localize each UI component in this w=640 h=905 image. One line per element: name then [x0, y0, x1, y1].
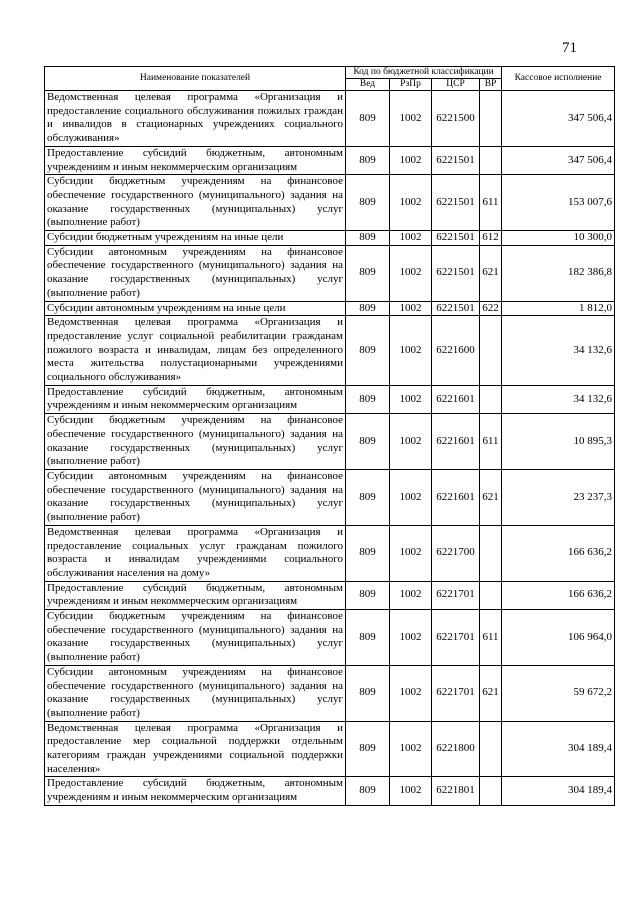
cell-ved: 809 [346, 581, 390, 609]
cell-rzpr: 1002 [390, 777, 432, 805]
cell-ved: 809 [346, 414, 390, 470]
cell-ved: 809 [346, 525, 390, 581]
cell-name: Предоставление субсидий бюджетным, автономным учреждениям и иным некоммерческим организациям [45, 385, 346, 413]
table-row [45, 610, 615, 666]
cell-ved: 809 [346, 301, 390, 316]
cell-rzpr: 1002 [390, 245, 432, 301]
cell-rzpr: 1002 [390, 316, 432, 386]
table-row [45, 146, 615, 174]
cell-ved: 809 [346, 245, 390, 301]
cell-vr [480, 525, 502, 581]
cell-rzpr: 1002 [390, 175, 432, 231]
cell-name: Субсидии автономным учреждениям на финансовое обеспечение государственного (муниципального) задания на оказание государственных (муниципальных) услуг (выполнение работ) [45, 665, 346, 721]
cell-csr: 6221501 [432, 231, 480, 246]
cell-vr: 611 [480, 610, 502, 666]
cell-rzpr: 1002 [390, 721, 432, 777]
cell-name: Ведомственная целевая программа «Организация и предоставление услуг социальной реабилитации гражданам пожилого возраста и инвалидам, лицам без определенного места жительства полустационарными учреждениями социального обслуживания» [45, 316, 346, 386]
header-name: Наименование показателей [45, 67, 346, 91]
cell-ved: 809 [346, 91, 390, 147]
cell-name: Ведомственная целевая программа «Организация и предоставление социальных услуг гражданам пожилого возраста и инвалидам учреждениями социального обслуживания населения на дому» [45, 525, 346, 581]
cell-name: Ведомственная целевая программа «Организация и предоставление мер социальной поддержки отдельным категориям граждан учреждениями социальной поддержки населения» [45, 721, 346, 777]
cell-name: Ведомственная целевая программа «Организация и предоставление социального обслуживания пожилых граждан и инвалидов в стационарных учреждениях социального обслуживания» [45, 91, 346, 147]
cell-vr [480, 721, 502, 777]
cell-rzpr: 1002 [390, 610, 432, 666]
cell-vr [480, 581, 502, 609]
cell-ved: 809 [346, 316, 390, 386]
cell-csr: 6221501 [432, 175, 480, 231]
cell-vr: 621 [480, 245, 502, 301]
header-rzpr: РзПр [390, 79, 432, 91]
cell-csr: 6221801 [432, 777, 480, 805]
cell-vr [480, 777, 502, 805]
table-row [45, 316, 615, 386]
cell-ved: 809 [346, 721, 390, 777]
cell-csr: 6221701 [432, 665, 480, 721]
cell-csr: 6221501 [432, 245, 480, 301]
cell-csr: 6221601 [432, 469, 480, 525]
cell-amount: 153 007,6 [502, 175, 615, 231]
table-row [45, 245, 615, 301]
table-body [45, 91, 615, 806]
cell-ved: 809 [346, 231, 390, 246]
cell-rzpr: 1002 [390, 301, 432, 316]
page-number: 71 [562, 40, 577, 56]
cell-csr: 6221500 [432, 91, 480, 147]
cell-amount: 23 237,3 [502, 469, 615, 525]
cell-vr: 612 [480, 231, 502, 246]
cell-amount: 304 189,4 [502, 777, 615, 805]
cell-ved: 809 [346, 469, 390, 525]
cell-name: Субсидии бюджетным учреждениям на иные цели [45, 231, 346, 246]
table-row [45, 665, 615, 721]
table-row [45, 414, 615, 470]
cell-vr: 611 [480, 175, 502, 231]
cell-amount: 1 812,0 [502, 301, 615, 316]
cell-vr [480, 146, 502, 174]
cell-vr [480, 316, 502, 386]
cell-csr: 6221701 [432, 610, 480, 666]
cell-amount: 166 636,2 [502, 525, 615, 581]
cell-amount: 106 964,0 [502, 610, 615, 666]
cell-amount: 59 672,2 [502, 665, 615, 721]
cell-vr: 611 [480, 414, 502, 470]
cell-rzpr: 1002 [390, 525, 432, 581]
cell-ved: 809 [346, 175, 390, 231]
table-row [45, 231, 615, 246]
header-code-group: Код по бюджетной классификации [346, 67, 502, 79]
cell-name: Субсидии автономным учреждениям на финансовое обеспечение государственного (муниципального) задания на оказание государственных (муниципальных) услуг (выполнение работ) [45, 469, 346, 525]
cell-csr: 6221800 [432, 721, 480, 777]
header-vr: ВР [480, 79, 502, 91]
cell-csr: 6221701 [432, 581, 480, 609]
budget-table [44, 66, 615, 806]
cell-ved: 809 [346, 146, 390, 174]
header-csr: ЦСР [432, 79, 480, 91]
cell-amount: 34 132,6 [502, 385, 615, 413]
cell-vr: 621 [480, 665, 502, 721]
cell-rzpr: 1002 [390, 414, 432, 470]
cell-vr [480, 91, 502, 147]
cell-name: Субсидии автономным учреждениям на финансовое обеспечение государственного (муниципального) задания на оказание государственных (муниципальных) услуг (выполнение работ) [45, 245, 346, 301]
cell-name: Предоставление субсидий бюджетным, автономным учреждениям и иным некоммерческим организациям [45, 581, 346, 609]
table-row [45, 777, 615, 805]
cell-csr: 6221601 [432, 414, 480, 470]
cell-rzpr: 1002 [390, 469, 432, 525]
table-row [45, 91, 615, 147]
cell-amount: 304 189,4 [502, 721, 615, 777]
cell-csr: 6221601 [432, 385, 480, 413]
cell-ved: 809 [346, 777, 390, 805]
table-row [45, 301, 615, 316]
table-row [45, 721, 615, 777]
cell-rzpr: 1002 [390, 146, 432, 174]
cell-rzpr: 1002 [390, 581, 432, 609]
table-row [45, 525, 615, 581]
cell-vr [480, 385, 502, 413]
cell-csr: 6221501 [432, 146, 480, 174]
table-row [45, 385, 615, 413]
cell-ved: 809 [346, 385, 390, 413]
table-row [45, 175, 615, 231]
cell-vr: 622 [480, 301, 502, 316]
cell-name: Субсидии бюджетным учреждениям на финансовое обеспечение государственного (муниципального) задания на оказание государственных (муниципальных) услуг (выполнение работ) [45, 175, 346, 231]
cell-rzpr: 1002 [390, 385, 432, 413]
header-amount: Кассовое исполнение [502, 67, 615, 91]
cell-ved: 809 [346, 665, 390, 721]
cell-name: Предоставление субсидий бюджетным, автономным учреждениям и иным некоммерческим организациям [45, 777, 346, 805]
table-header [45, 67, 615, 91]
cell-amount: 347 506,4 [502, 91, 615, 147]
cell-csr: 6221600 [432, 316, 480, 386]
cell-amount: 347 506,4 [502, 146, 615, 174]
cell-ved: 809 [346, 610, 390, 666]
cell-name: Предоставление субсидий бюджетным, автономным учреждениям и иным некоммерческим организациям [45, 146, 346, 174]
cell-csr: 6221700 [432, 525, 480, 581]
table-row [45, 581, 615, 609]
cell-csr: 6221501 [432, 301, 480, 316]
table-row [45, 469, 615, 525]
cell-amount: 34 132,6 [502, 316, 615, 386]
cell-amount: 166 636,2 [502, 581, 615, 609]
cell-name: Субсидии бюджетным учреждениям на финансовое обеспечение государственного (муниципального) задания на оказание государственных (муниципальных) услуг (выполнение работ) [45, 414, 346, 470]
cell-amount: 182 386,8 [502, 245, 615, 301]
cell-amount: 10 300,0 [502, 231, 615, 246]
cell-vr: 621 [480, 469, 502, 525]
cell-rzpr: 1002 [390, 665, 432, 721]
header-ved: Вед [346, 79, 390, 91]
cell-amount: 10 895,3 [502, 414, 615, 470]
cell-rzpr: 1002 [390, 231, 432, 246]
cell-rzpr: 1002 [390, 91, 432, 147]
cell-name: Субсидии автономным учреждениям на иные цели [45, 301, 346, 316]
cell-name: Субсидии бюджетным учреждениям на финансовое обеспечение государственного (муниципального) задания на оказание государственных (муниципальных) услуг (выполнение работ) [45, 610, 346, 666]
